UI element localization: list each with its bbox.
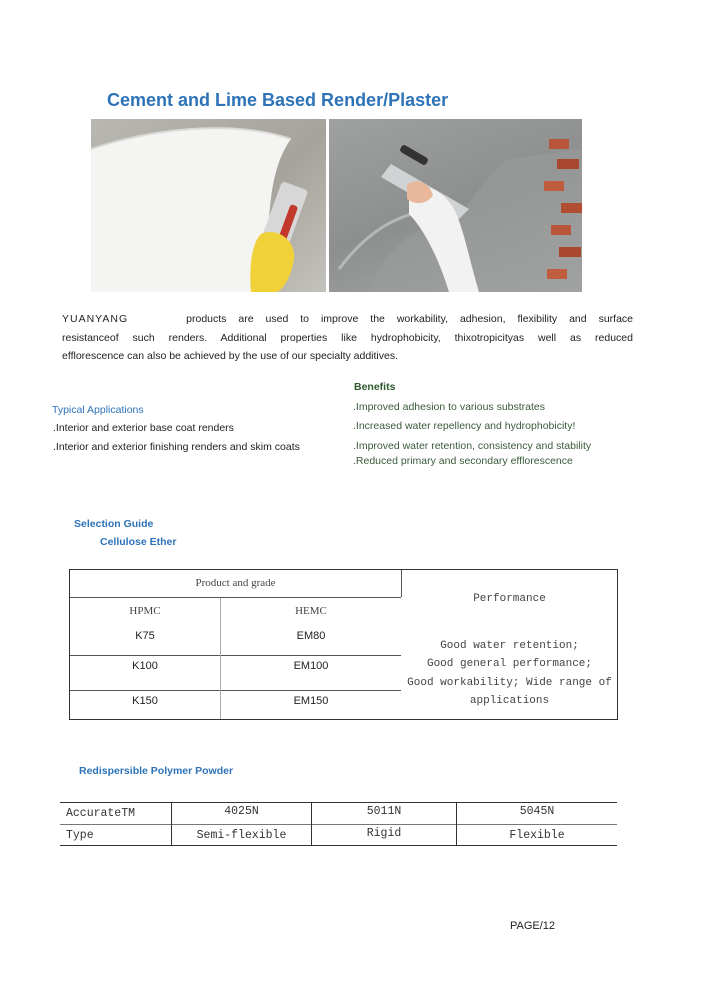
table-cell-hpmc: K100 [132,660,158,672]
cellulose-ether-heading: Cellulose Ether [100,536,177,548]
page-number: PAGE/12 [510,920,556,932]
performance-header: Performance [473,593,546,605]
wall-plastering-photo [329,119,582,292]
table-cell: 5011N [366,805,402,818]
benefit-item: .Improved water retention, consistency and stability [353,440,592,452]
performance-line: Good water retention; [440,640,579,652]
intro-line-2: resistanceof such renders. Additional properties like hydrophobicity, thixotropicityas well as reduced [62,331,633,344]
typical-applications-heading: Typical Applications [52,404,144,416]
performance-line: Good workability; Wide range of [407,677,612,689]
hemc-column-header: HEMC [295,605,327,617]
table-cell-hpmc: K150 [132,695,158,707]
hpmc-column-header: HPMC [129,605,161,617]
table-cell-hemc: EM80 [296,630,326,642]
benefit-item: .Reduced primary and secondary efflorescence [353,455,573,467]
table-cell-hemc: EM100 [293,660,329,672]
intro-line-1: products are used to improve the workability, adhesion, flexibility and surface [186,313,633,325]
table-cell-hemc: EM150 [293,695,329,707]
cellulose-ether-table [69,569,618,720]
table-cell-hpmc: K75 [135,630,155,642]
plaster-spreading-photo [91,119,326,292]
page-title: Cement and Lime Based Render/Plaster [107,90,449,110]
intro-line-3: efflorescence can also be achieved by the use of our specialty additives. [62,350,399,362]
table-cell: Type [66,829,94,842]
brand-name: YUANYANG [62,313,129,325]
table-cell: Semi-flexible [196,829,287,842]
performance-line: Good general performance; [426,658,593,670]
benefits-heading: Benefits [354,381,396,393]
rdp-table [60,802,617,846]
benefit-item: .Increased water repellency and hydrophobicity! [353,420,576,432]
performance-line: applications [469,695,550,707]
intro-paragraph [62,310,633,366]
table-cell: 4025N [224,805,259,818]
application-item: .Interior and exterior finishing renders and skim coats [53,441,300,453]
table-cell: 5045N [519,805,555,818]
application-item: .Interior and exterior base coat renders [53,422,234,434]
rdp-heading: Redispersible Polymer Powder [79,765,234,777]
selection-guide-heading: Selection Guide [74,518,154,530]
table-cell: Flexible [509,829,565,842]
benefit-item: .Improved adhesion to various substrates [353,401,546,413]
table-cell: AccurateTM [66,807,136,820]
product-grade-header: Product and grade [195,577,276,589]
table-cell: Rigid [366,827,402,840]
